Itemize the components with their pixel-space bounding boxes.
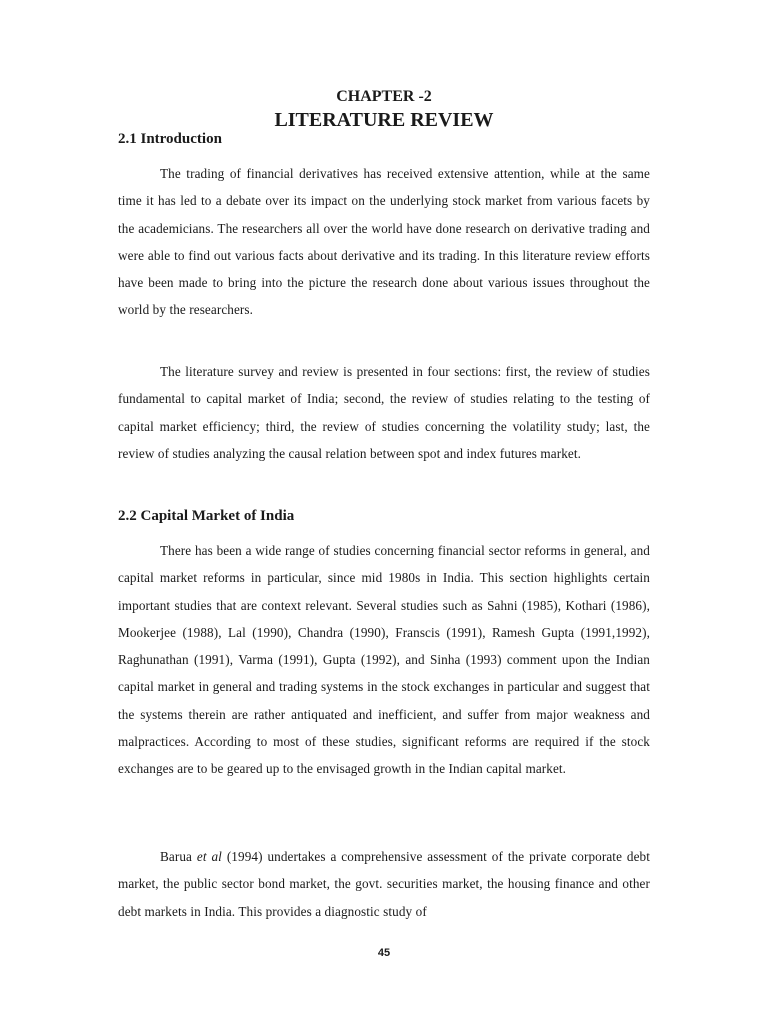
paragraph-intro-2: The literature survey and review is presented in four sections: first, the review of studies fundamental to capital market of India; second, the review of studies relating to the testing of capital market efficiency; third, the review of studies concerning the volatility study; last, the review of studies analyzing the causal relation between spot and index futures market. xyxy=(118,364,650,461)
section-heading-introduction: 2.1 Introduction xyxy=(118,131,222,147)
paragraph-capital-market-2: Barua et al (1994) undertakes a comprehensive assessment of the private corporate debt market, the public sector bond market, the govt. securities market, the housing finance and other debt markets in India. This provides a diagnostic study of xyxy=(118,849,651,919)
paragraph-intro-1: The trading of financial derivatives has received extensive attention, while at the same time it has led to a debate over its impact on the underlying stock market from various facets by the academicians. The researchers all over the world have done research on derivative trading and were able to find out various facts about derivative and its trading. In this literature review efforts have been made to bring into the picture the research done about various issues throughout the world by the researchers. xyxy=(118,166,650,318)
page-number: 45 xyxy=(377,947,391,959)
section-heading-capital-market: 2.2 Capital Market of India xyxy=(118,508,295,524)
chapter-title: LITERATURE REVIEW xyxy=(274,109,494,131)
chapter-label: CHAPTER -2 xyxy=(336,88,432,105)
paragraph-capital-market-1: There has been a wide range of studies concerning financial sector reforms in general, and capital market reforms in particular, since mid 1980s in India. This section highlights certain important studies that are context relevant. Several studies such as Sahni (1985), Kothari (1986), Mookerjee (1988), Lal (1990), Chandra (1990), Franscis (1991), Ramesh Gupta (1991,1992), Raghunathan (1991), Varma (1991), Gupta (1992), and Sinha (1993) comment upon the Indian capital market in general and trading systems in the stock exchanges in particular and suggest that the systems therein are rather antiquated and inefficient, and suffer from major weakness and malpractices. According to most of these studies, significant reforms are required if the stock exchanges are to be geared up to the envisaged growth in the Indian capital market. xyxy=(118,543,650,777)
